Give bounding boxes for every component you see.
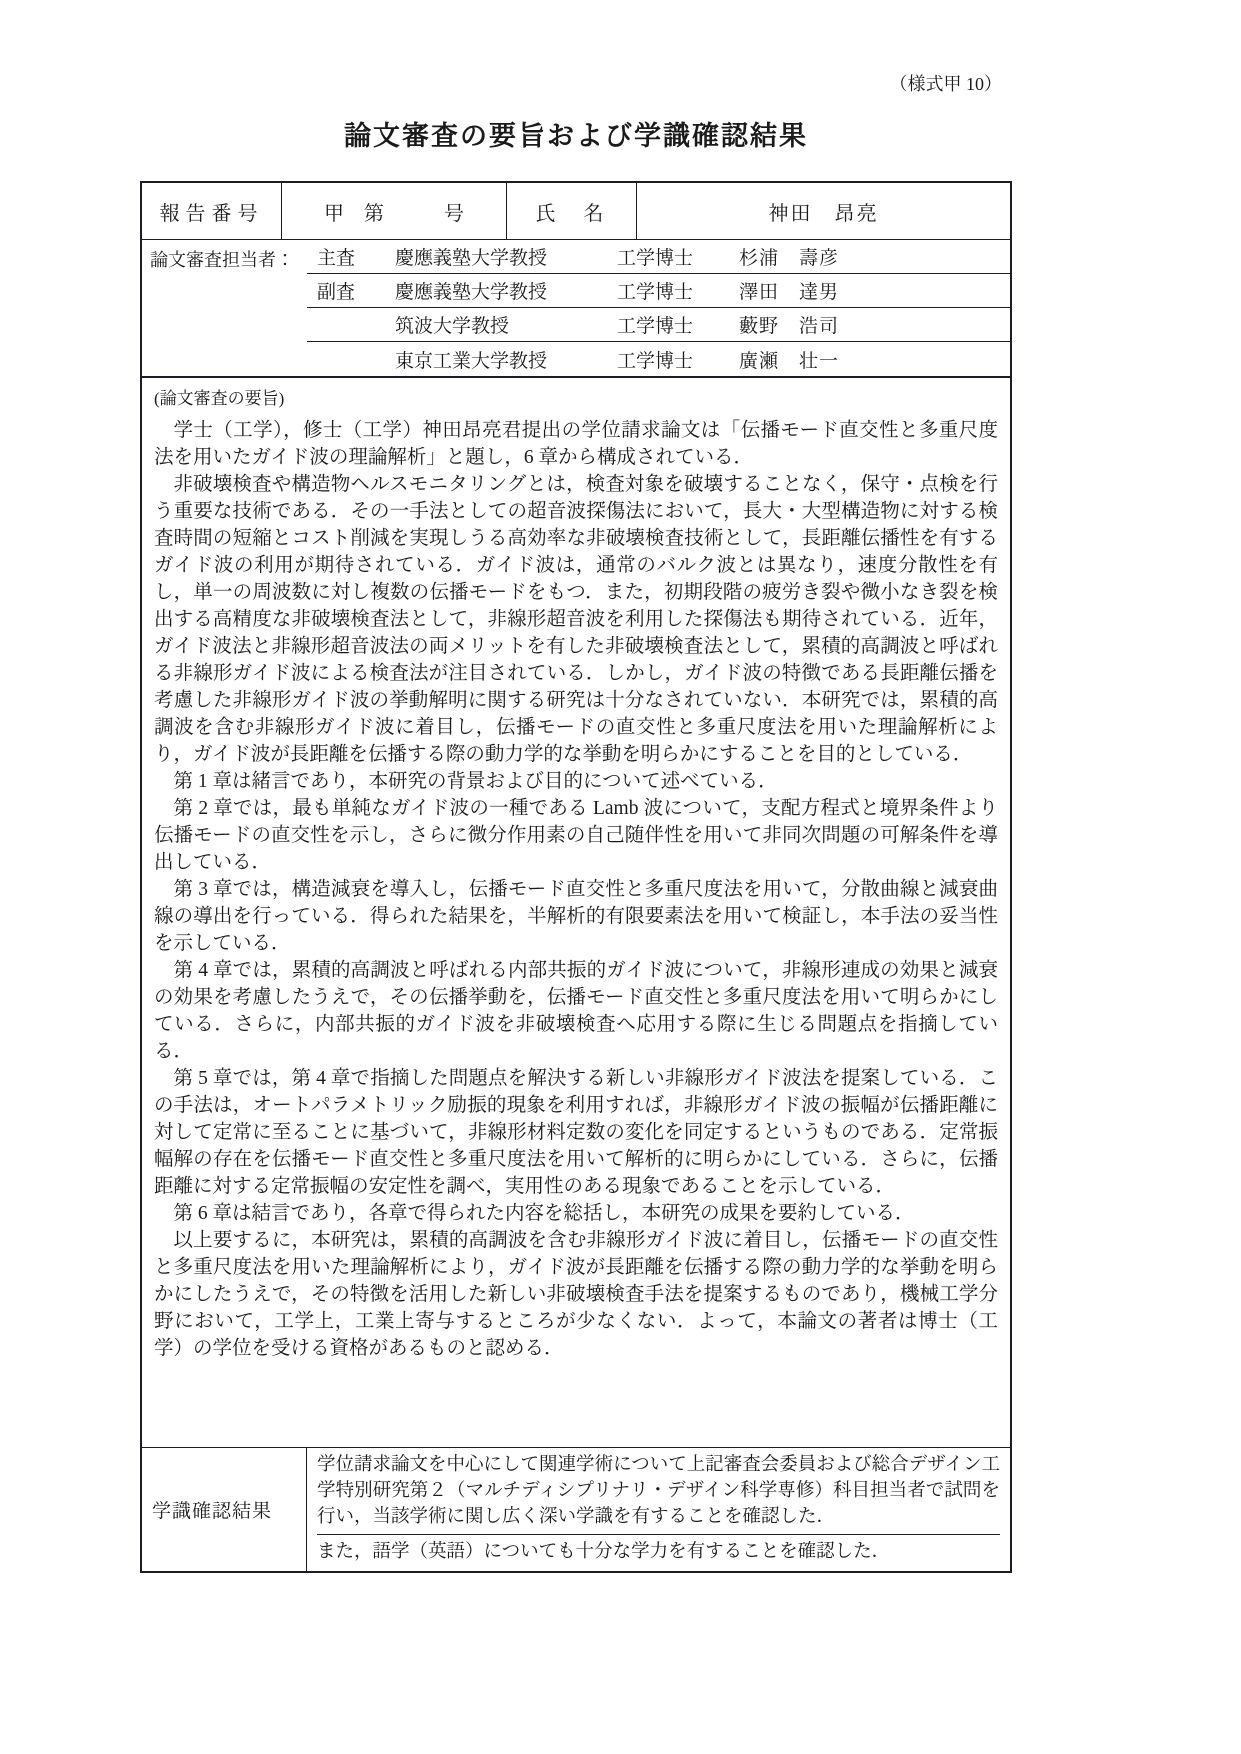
committee-section (142, 240, 1010, 378)
summary-heading: (論文審査の要旨) (154, 389, 285, 408)
document-content (140, 70, 1012, 1573)
report-header-row (142, 183, 1010, 240)
confirmation-label: 学識確認結果 (142, 1448, 307, 1571)
committee-affiliation: 東京工業大学教授 (395, 350, 548, 372)
committee-affiliation: 慶應義塾大学教授 (395, 248, 548, 269)
summary-paragraph: 以上要するに，本研究は，累積的高調波を含む非線形ガイド波に着目し，伝播モードの直交性と多重尺度法を用いた理論解析により，ガイド波が長距離を伝播する際の動力学的な挙動を明らかにしたうえで，その特徴を活用した新しい非破壊検査手法を提案するものであり，機械工学分野において，工学上，工業上寄与するところが少なくない．よって，本論文の著者は博士（工学）の学位を受ける資格があるものと認める． (154, 1230, 998, 1359)
confirmation-paragraph: 学位請求論文を中心にして関連学術について上記審査会委員および総合デザイン工学特別研究第２（マルチディシプリナリ・デザイン科学専修）科目担当者で試問を行い，当該学術に関し広く深い学識を有することを確認した． (317, 1455, 1000, 1527)
committee-degree: 工学博士 (617, 316, 694, 337)
summary-paragraph: 第 3 章では，構造減衰を導入し，伝播モード直交性と多重尺度法を用いて，分散曲線と減衰曲線の導出を行っている．得られた結果を，半解析的有限要素法を用いて検証し，本手法の妥当性を示している． (154, 879, 998, 954)
summary-paragraph: 第 6 章は結言であり，各章で得られた内容を総括し，本研究の成果を要約している． (173, 1203, 915, 1224)
committee-degree: 工学博士 (617, 350, 694, 372)
committee-row (307, 342, 1010, 376)
main-table (140, 181, 1012, 1573)
page-title: 論文審査の要旨および学識確認結果 (344, 121, 808, 151)
name-label: 氏 名 (507, 183, 637, 239)
summary-paragraph: 第 2 章では，最も単純なガイド波の一種である Lamb 波について，支配方程式と境界条件より伝播モードの直交性を示し，さらに微分作用素の自己随伴性を用いて非同次問題の可解条件を導出している． (154, 798, 998, 873)
committee-affiliation: 慶應義塾大学教授 (395, 282, 548, 303)
committee-rows (307, 240, 1010, 376)
report-number-label: 報告番号 (142, 183, 282, 239)
committee-member-name: 杉浦 壽彦 (739, 248, 840, 269)
confirmation-paragraph: また，語学（英語）についても十分な学力を有することを確認した． (317, 1534, 1000, 1565)
summary-body (154, 417, 998, 1362)
summary-paragraph: 学士（工学），修士（工学）神田昂亮君提出の学位請求論文は「伝播モード直交性と多重尺度法を用いたガイド波の理論解析」と題し，6 章から構成されている． (154, 420, 998, 468)
confirmation-section (142, 1448, 1010, 1571)
candidate-name: 神田 昂亮 (768, 202, 879, 225)
committee-row (307, 240, 1010, 274)
summary-paragraph: 非破壊検査や構造物ヘルスモニタリングとは，検査対象を破壊することなく，保守・点検を行う重要な技術である．その一手法としての超音波探傷法において，長大・大型構造物に対する検査時間の短縮とコスト削減を実現しうる高効率な非破壊検査技術として，長距離伝播性を有するガイド波の利用が期待されている．ガイド波は，通常のバルク波とは異なり，速度分散性を有し，単一の周波数に対し複数の伝播モードをもつ．また，初期段階の疲労き裂や微小なき裂を検出する高精度な非破壊検査法として，非線形超音波を利用した探傷法も期待されている．近年，ガイド波法と非線形超音波法の両メリットを有した非破壊検査法として，累積的高調波と呼ばれる非線形ガイド波による検査法が注目されている．しかし，ガイド波の特徴である長距離伝播を考慮した非線形ガイド波の挙動解明に関する研究は十分なされていない．本研究では，累積的高調波を含む非線形ガイド波に着目し，伝播モードの直交性と多重尺度法を用いた理論解析により，ガイド波が長距離を伝播する際の動力学的な挙動を明らかにすることを目的としている． (154, 474, 998, 765)
summary-paragraph: 第 5 章では，第 4 章で指摘した問題点を解決する新しい非線形ガイド波法を提案している．この手法は，オートパラメトリック励振的現象を利用すれば，非線形ガイド波の振幅が伝播距離に対して定常に至ることに基づいて，非線形材料定数の変化を同定するというものである．定常振幅解の存在を伝播モード直交性と多重尺度法を用いて解析的に明らかにしている．さらに，伝播距離に対する定常振幅の安定性を調べ，実用性のある現象であることを示している． (154, 1068, 998, 1197)
committee-degree: 工学博士 (617, 282, 694, 303)
confirmation-text (307, 1448, 1010, 1571)
committee-degree: 工学博士 (617, 248, 694, 269)
committee-affiliation: 筑波大学教授 (395, 316, 510, 337)
committee-label: 論文審査担当者： (150, 250, 294, 270)
committee-member-name: 澤田 達男 (739, 282, 840, 303)
summary-paragraph: 第 4 章では，累積的高調波と呼ばれる内部共振的ガイド波について，非線形連成の効果と減衰の効果を考慮したうえで，その伝播挙動を，伝播モード直交性と多重尺度法を用いて明らかにしている．さらに，内部共振的ガイド波を非破壊検査へ応用する際に生じる問題点を指摘している． (154, 960, 998, 1062)
committee-member-name: 廣瀬 壮一 (739, 350, 840, 372)
committee-member-name: 藪野 浩司 (739, 316, 840, 337)
committee-role: 主査 (317, 248, 356, 269)
committee-row (307, 308, 1010, 342)
committee-row (307, 274, 1010, 308)
report-number-value: 甲 第 号 (282, 183, 507, 239)
committee-role: 副査 (317, 282, 356, 303)
summary-paragraph: 第 1 章は緒言であり，本研究の背景および目的について述べている． (173, 771, 778, 792)
form-code: （様式甲 10） (889, 74, 1002, 94)
summary-section (142, 378, 1010, 1448)
